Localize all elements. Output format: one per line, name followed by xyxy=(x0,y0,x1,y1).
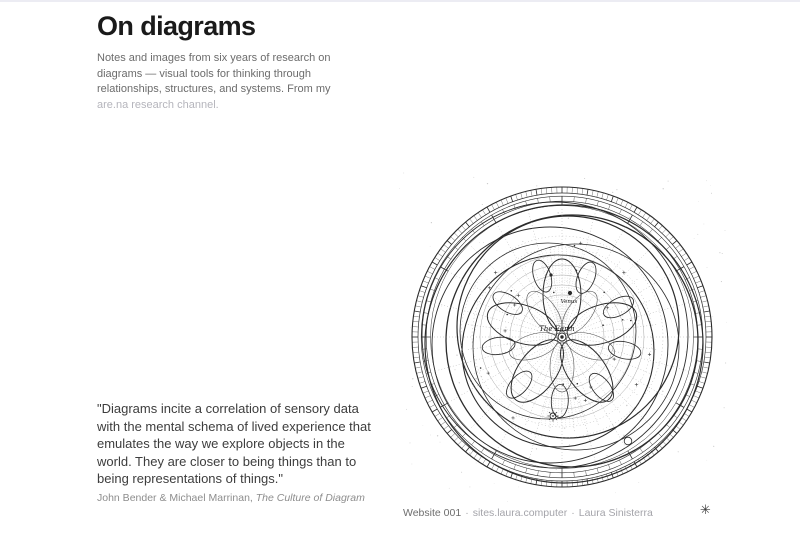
intro-text xyxy=(97,51,359,113)
planet-ring-marker xyxy=(624,437,632,445)
quote-text: "Diagrams incite a correlation of sensory data with the mental schema of lived experience that emulates the way we explore objects in the world. They are closer to being things than to being representations of things." xyxy=(97,401,371,486)
orbit-diagram-figure xyxy=(397,172,727,502)
footer-credit xyxy=(403,507,653,519)
page-title: On diagrams xyxy=(97,11,256,41)
diagram-labels xyxy=(539,299,577,333)
earth-label: The Earth xyxy=(539,325,575,333)
orbit-diagram xyxy=(397,172,727,502)
venus-marker xyxy=(568,291,572,295)
footer-author: Laura Sinisterra xyxy=(578,507,653,519)
footer-site-label: Website 001 xyxy=(403,507,462,519)
intro-body: Notes and images from six years of research on diagrams — visual tools for thinking through relationships, structures, and systems. From my xyxy=(97,52,331,95)
asterisk-icon: ✳ xyxy=(700,503,711,518)
footer-domain: sites.laura.computer xyxy=(472,507,568,519)
footer-separator: · xyxy=(465,507,469,519)
arena-channel-link[interactable]: are.na research channel. xyxy=(97,98,219,111)
header xyxy=(97,10,407,113)
attribution-work-title: The Culture of Diagram xyxy=(255,491,365,504)
quote-attribution xyxy=(97,492,377,504)
mercury-marker xyxy=(549,273,552,276)
venus-label: Venus xyxy=(560,299,578,305)
orbit-circles xyxy=(422,202,703,483)
quote-block xyxy=(97,400,377,504)
page-top-border xyxy=(0,0,800,2)
attribution-authors: John Bender & Michael Marrinan, xyxy=(97,491,256,504)
footer-separator: · xyxy=(571,507,575,519)
